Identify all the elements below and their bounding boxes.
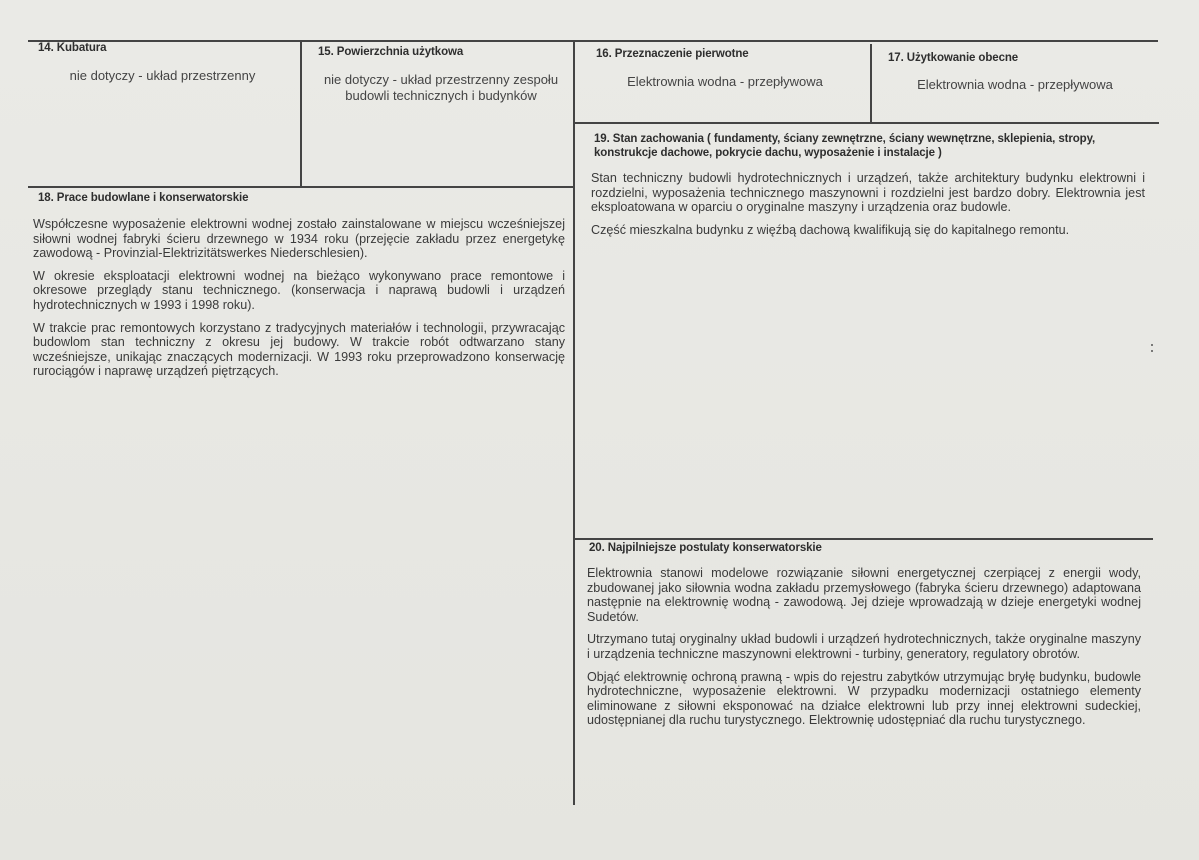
field-18-body bbox=[33, 217, 565, 387]
field-14-label: 14. Kubatura bbox=[38, 42, 107, 54]
field-20-body bbox=[587, 566, 1141, 736]
field-20-paragraph: Elektrownia stanowi modelowe rozwiązanie siłowni energetycznej czerpiącej z energii wody, zbudowanej jako siłownia wodna zakładu przemysłowego (fabryka ścieru drzewnego) adaptowana następnie na elektrownię wodną - zawodową. Jej dzieje wprowadzają w dzieje energetyki wodnej Sudetów. bbox=[587, 566, 1141, 624]
field-18-paragraph: Współczesne wyposażenie elektrowni wodnej zostało zainstalowane w miejscu wcześniejszej siłowni wodnej fabryki ścieru drzewnego w 1934 roku (przejęcie zakładu przez energetykę zawodową - Provinzial-Elektrizitätswerkes Niederschlesien). bbox=[33, 217, 565, 261]
stray-mark bbox=[1151, 344, 1153, 346]
divider-16-17 bbox=[870, 44, 872, 122]
field-18-paragraph: W okresie eksploatacji elektrowni wodnej na bieżąco wykonywano prace remontowe i okresowe przeglądy stanu technicznego. (konserwacja i naprawą budowli i urządzeń hydrotechnicznych w 1993 i 1998 roku). bbox=[33, 268, 565, 312]
field-18-paragraph: W trakcie prac remontowych korzystano z tradycyjnych materiałów i technologii, przywracając budowlom stan techniczny z okresu jej budowy. W trakcie robót odtwarzano stany wcześniejsze, unikając znaczących modernizacji. W 1993 roku przeprowadzono konserwację rurociągów i naprawę urządzeń piętrzących. bbox=[33, 320, 565, 379]
field-15-value: nie dotyczy - układ przestrzenny zespołu budowli technicznych i budynków bbox=[323, 72, 559, 103]
divider-14-15 bbox=[300, 40, 302, 188]
field-19-label: 19. Stan zachowania ( fundamenty, ściany zewnętrzne, ściany wewnętrzne, sklepienia, stropy, konstrukcje dachowe, pokrycie dachu, wyposażenie i instalacje ) bbox=[594, 133, 1096, 159]
field-15-label: 15. Powierzchnia użytkowa bbox=[318, 46, 464, 58]
rule-16-17-bottom bbox=[575, 122, 1159, 124]
stray-mark bbox=[1151, 350, 1153, 352]
field-16-value: Elektrownia wodna - przepływowa bbox=[627, 74, 823, 89]
field-19-body bbox=[591, 171, 1145, 245]
field-20-paragraph: Utrzymano tutaj oryginalny układ budowli i urządzeń hydrotechnicznych, także oryginalne maszyny i urządzenia techniczne maszynowni elektrowni - turbiny, generatory, regulatory obrotów. bbox=[587, 632, 1141, 661]
field-18-label: 18. Prace budowlane i konserwatorskie bbox=[38, 192, 249, 204]
field-17-value: Elektrownia wodna - przepływowa bbox=[917, 77, 1113, 92]
field-14-value: nie dotyczy - układ przestrzenny bbox=[69, 68, 256, 83]
field-20-label: 20. Najpilniejsze postulaty konserwatorskie bbox=[589, 542, 822, 554]
field-17-label: 17. Użytkowanie obecne bbox=[888, 52, 1019, 64]
rule-14-15-bottom bbox=[28, 186, 575, 188]
field-16-label: 16. Przeznaczenie pierwotne bbox=[596, 48, 749, 60]
field-20-paragraph: Objąć elektrownię ochroną prawną - wpis do rejestru zabytków utrzymując bryłę budynku, budowle hydrotechniczne, wyposażenie elektrowni. W przypadku modernizacji ostatniego elementy eliminowane z siłowni eksponować na działce elektrowni lub przy innej elektrowni sudeckiej, udostępnianej dla ruchu turystycznego. Elektrownię udostępniać dla ruchu turystycznego. bbox=[587, 669, 1141, 728]
top-rule bbox=[28, 40, 1158, 42]
field-19-paragraph: Część mieszkalna budynku z więźbą dachową kwalifikują się do kapitalnego remontu. bbox=[591, 222, 1070, 237]
rule-19-bottom bbox=[575, 538, 1153, 540]
divider-main bbox=[573, 40, 575, 805]
field-19-paragraph: Stan techniczny budowli hydrotechnicznych i urządzeń, także architektury budynku elektrowni i rozdzielni, wyposażenia technicznego maszynowni i rozdzielni jest bardzo dobry. Elektrownia jest eksploatowana w oparciu o oryginalne maszyny i urządzenia oraz budowle. bbox=[591, 171, 1145, 215]
